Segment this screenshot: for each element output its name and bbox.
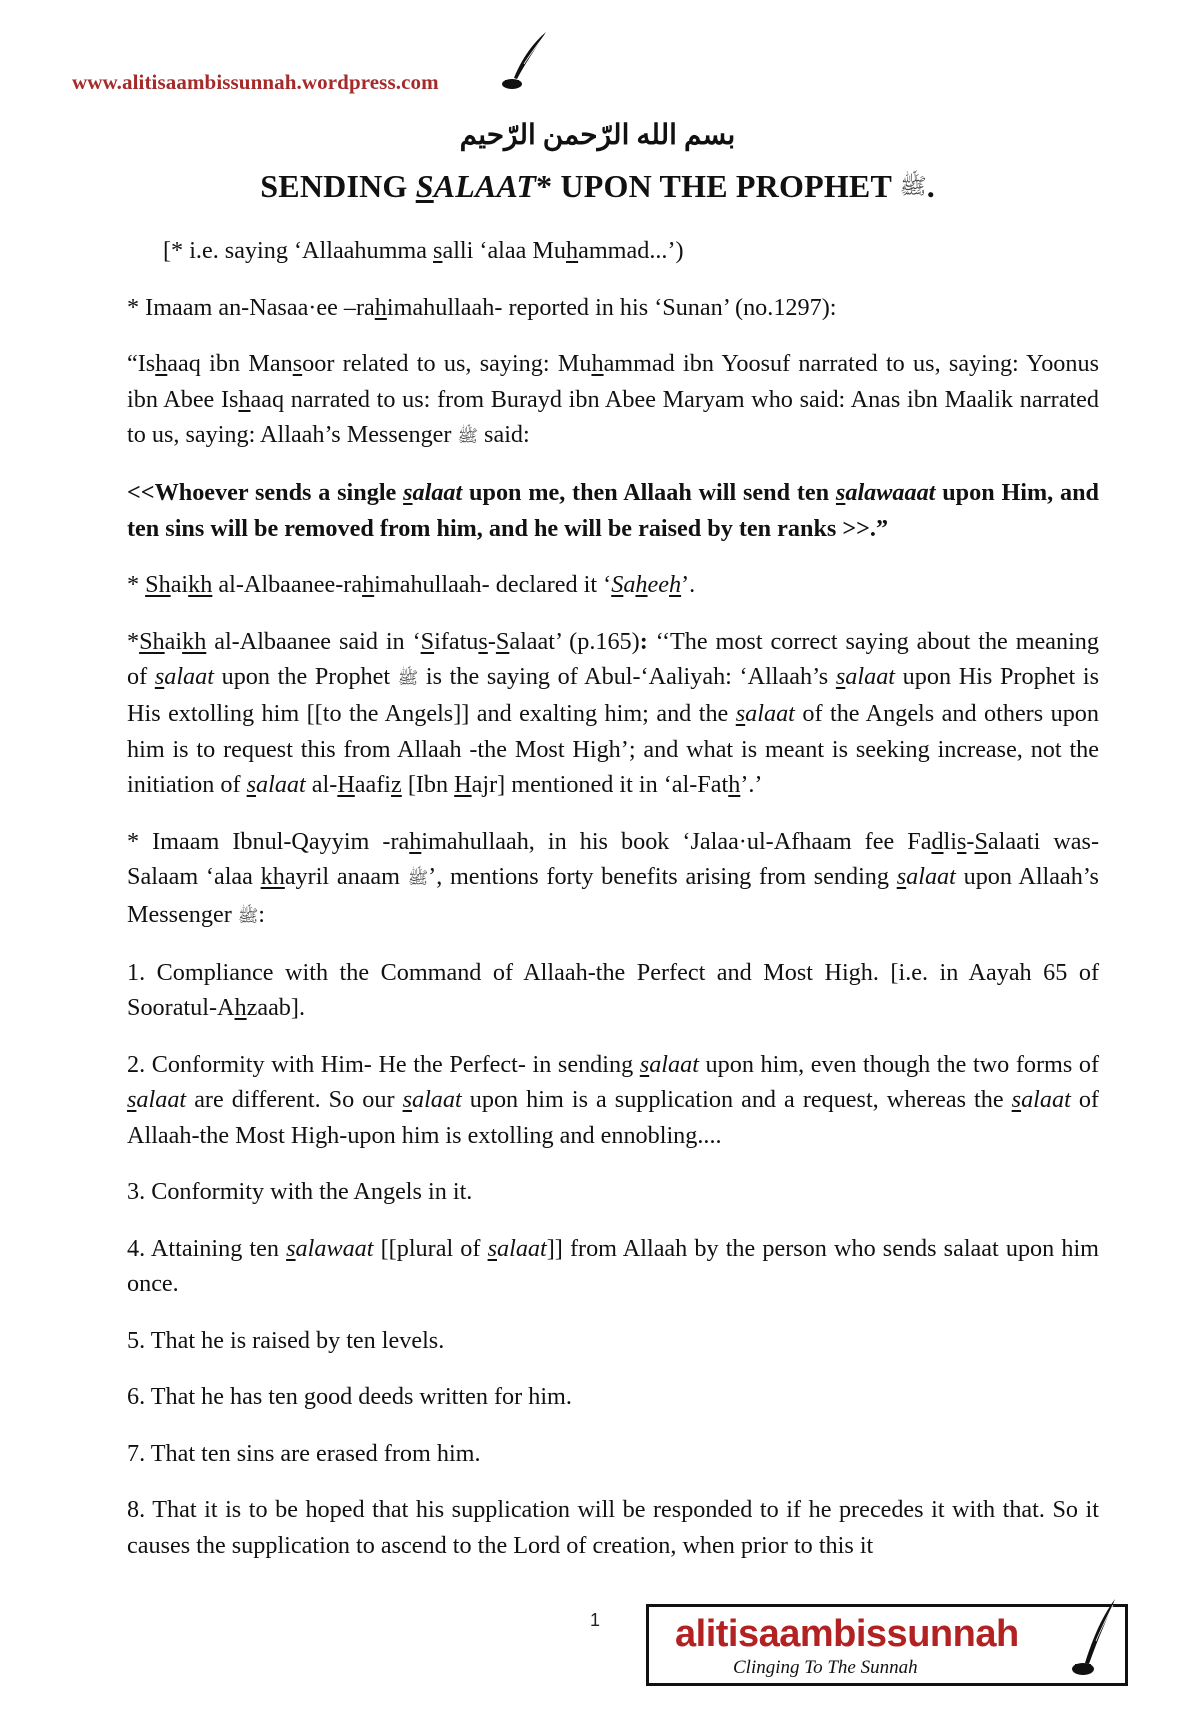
- title-s: S: [415, 168, 434, 204]
- honorific-icon: ﷺ: [899, 173, 927, 199]
- bismillah: بسم الله الرّحمن الرّحيم: [459, 120, 736, 151]
- benefit-item: 4. Attaining ten salawaat [[plural of salaat]] from Allaah by the person who sends salaat upon him once.: [127, 1234, 1099, 1298]
- benefit-item: 5. That he is raised by ten levels.: [127, 1326, 445, 1354]
- benefit-item: 3. Conformity with the Angels in it.: [127, 1178, 473, 1206]
- albaanee-paragraph: *Shaikh al-Albaanee said in ‘Sifatus-Salaat’ (p.165): ‘‘The most correct saying about the meaning of salaat upon the Prophet ﷺ is the saying of Abul-‘Aaliyah: ‘Allaah’s salaat upon His Prophet is His extolling him [[to the Angels]] and exalting him; and the salaat of the Angels and others upon him is to request this from Allaah -the Most High’; and what is meant is seeking increase, not the initiation of salaat al-Haafiz [Ibn Hajr] mentioned it in ‘al-Fath’.’: [127, 627, 1099, 799]
- quill-pen-icon: [1069, 1597, 1119, 1681]
- quill-pen-icon: [500, 30, 550, 92]
- nasaaee-paragraph: * Imaam an-Nasaa·ee –rahimahullaah- reported in his ‘Sunan’ (no.1297):: [127, 293, 837, 321]
- honorific-icon: ﷺ: [407, 869, 429, 889]
- benefit-item: 7. That ten sins are erased from him.: [127, 1439, 481, 1467]
- isnaad-paragraph: “Ishaaq ibn Mansoor related to us, saying: Muhammad ibn Yoosuf narrated to us, saying: Yoonus ibn Abee Ishaaq narrated to us: from Burayd ibn Abee Maryam who said: Anas ibn Maalik narrated to us, saying: Allaah’s Messenger ﷺ said:: [127, 350, 1100, 448]
- footer-logo: [646, 1604, 1128, 1686]
- title-pre: SENDING: [260, 168, 416, 204]
- logo-tagline: Clinging To The Sunnah: [733, 1657, 918, 1678]
- title-end: .: [926, 168, 935, 204]
- honorific-icon: ﷺ: [457, 426, 478, 446]
- site-url-link[interactable]: www.alitisaambissunnah.wordpress.com: [72, 70, 439, 94]
- benefit-item: 6. That he has ten good deeds written for him.: [127, 1383, 572, 1411]
- page-title: [0, 168, 1195, 206]
- benefit-item: 1. Compliance with the Command of Allaah-the Perfect and Most High. [i.e. in Aayah 65 of Sooratul-Ahzaab].: [127, 958, 1099, 1022]
- logo-name: alitisaambissunnah: [675, 1613, 1019, 1655]
- title-salaat: ALAAT: [433, 168, 537, 204]
- footnote-paragraph: [* i.e. saying ‘Allaahumma salli ‘alaa Muhammad...’): [163, 237, 684, 264]
- grading-paragraph: * Shaikh al-Albaanee-rahimahullaah- declared it ‘Saheeh’.: [127, 571, 696, 599]
- benefit-item: 2. Conformity with Him- He the Perfect- in sending salaat upon him, even though the two forms of salaat are different. So our salaat upon him is a supplication and a request, whereas the salaat of Allaah-the Most High-upon him is extolling and ennobling....: [127, 1050, 1100, 1149]
- document-body: [127, 233, 1099, 1584]
- page-number: 1: [590, 1610, 601, 1630]
- ibnulqayyim-paragraph: * Imaam Ibnul-Qayyim -rahimahullaah, in his book ‘Jalaa·ul-Afhaam fee Fadlis-Salaati was-Salaam ‘alaa khayril anaam ﷺ’, mentions forty benefits arising from sending salaat upon Allaah’s Messenger ﷺ:: [127, 827, 1099, 928]
- hadeeth-paragraph: <<Whoever sends a single salaat upon me, then Allaah will send ten salawaaat upon Him, and ten sins will be removed from him, and he will be raised by ten ranks >>.”: [127, 479, 1099, 542]
- honorific-icon: ﷺ: [397, 668, 419, 688]
- benefit-item: 8. That it is to be hoped that his supplication will be responded to if he precedes it with that. So it causes the supplication to ascend to the Lord of creation, when prior to this it: [127, 1496, 1099, 1559]
- title-post: * UPON THE PROPHET: [536, 168, 900, 204]
- honorific-icon: ﷺ: [237, 906, 259, 926]
